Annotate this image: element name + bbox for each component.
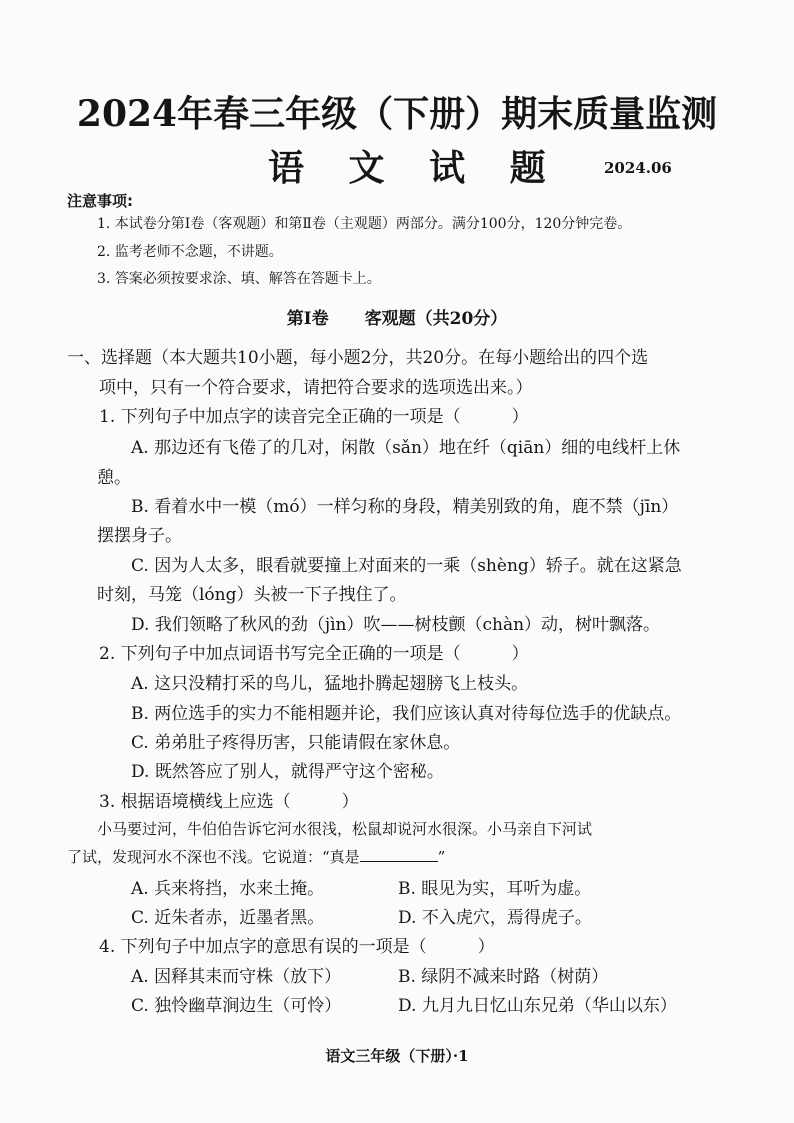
question-1-option-c-cont: 时刻，马笼（lóng）头被一下子拽住了。 xyxy=(97,585,407,605)
question-4-option-c: C. 独怜幽草涧边生（可怜） xyxy=(131,996,342,1016)
question-2-option-c: C. 弟弟肚子疼得历害，只能请假在家休息。 xyxy=(131,733,461,753)
part-instructions-line1: 一、选择题（本大题共10小题，每小题2分，共20分。在每小题给出的四个选 xyxy=(67,348,649,368)
exam-subtitle: 语 文 试 题 xyxy=(268,147,562,189)
section-label: 客观题（共20分） xyxy=(364,309,508,329)
question-1-option-a: A. 那边还有飞倦了的几对，闲散（sǎn）地在纤（qiān）细的电线杆上休 xyxy=(131,438,681,458)
question-3-option-c: C. 近朱者赤，近墨者黑。 xyxy=(131,908,325,928)
note-item: 1. 本试卷分第Ⅰ卷（客观题）和第Ⅱ卷（主观题）两部分。满分100分，120分钟完卷。 xyxy=(97,216,632,232)
question-3-context-close: ” xyxy=(437,848,446,866)
question-4-option-b: B. 绿阴不减来时路（树荫） xyxy=(398,967,609,987)
question-1-stem: 1. 下列句子中加点字的读音完全正确的一项是（ ） xyxy=(99,407,529,427)
question-4-option-d: D. 九月九日忆山东兄弟（华山以东） xyxy=(398,996,677,1016)
notes-heading: 注意事项: xyxy=(67,192,133,210)
question-4-option-a: A. 因释其耒而守株（放下） xyxy=(131,967,342,987)
question-1-option-b: B. 看着水中一模（mó）一样匀称的身段，精美别致的角，鹿不禁（jīn） xyxy=(131,497,679,517)
question-3-context-text: 了试，发现河水不深也不浅。它说道：“真是 xyxy=(67,848,360,866)
question-3-context-line2 xyxy=(67,846,445,867)
note-item: 2. 监考老师不念题，不讲题。 xyxy=(97,244,283,260)
section-volume: 第Ⅰ卷 xyxy=(286,309,329,329)
question-2-option-d: D. 既然答应了别人，就得严守这个密秘。 xyxy=(131,762,444,782)
question-1-option-a-cont: 憩。 xyxy=(97,468,131,488)
question-1-option-b-cont: 摆摆身子。 xyxy=(97,526,182,546)
question-1-option-d: D. 我们领略了秋风的劲（jìn）吹——树枝颤（chàn）动，树叶飘落。 xyxy=(131,615,661,635)
exam-date: 2024.06 xyxy=(604,159,672,177)
question-3-context-line1: 小马要过河，牛伯伯告诉它河水很浅，松鼠却说河水很深。小马亲自下河试 xyxy=(97,820,593,838)
question-3-option-d: D. 不入虎穴，焉得虎子。 xyxy=(398,908,592,928)
exam-title: 2024年春三年级（下册）期末质量监测 xyxy=(76,93,718,135)
question-3-stem: 3. 根据语境横线上应选（ ） xyxy=(99,792,359,812)
section-heading xyxy=(0,304,794,329)
question-2-option-a: A. 这只没精打采的鸟儿，猛地扑腾起翅膀飞上枝头。 xyxy=(131,674,529,694)
part-instructions-line2: 项中，只有一个符合要求，请把符合要求的选项选出来。） xyxy=(99,378,533,398)
answer-blank xyxy=(360,847,438,862)
question-3-option-b: B. 眼见为实，耳听为虚。 xyxy=(398,879,592,899)
question-2-option-b: B. 两位选手的实力不能相题并论，我们应该认真对待每位选手的优缺点。 xyxy=(131,704,682,724)
question-2-stem: 2. 下列句子中加点词语书写完全正确的一项是（ ） xyxy=(99,644,529,664)
question-1-option-c: C. 因为人太多，眼看就要撞上对面来的一乘（shèng）轿子。就在这紧急 xyxy=(131,556,682,576)
question-4-stem: 4. 下列句子中加点字的意思有误的一项是（ ） xyxy=(99,937,495,957)
note-item: 3. 答案必须按要求涂、填、解答在答题卡上。 xyxy=(97,271,381,287)
page-footer: 语文三年级（下册）·1 xyxy=(325,1047,469,1065)
question-3-option-a: A. 兵来将挡，水来土掩。 xyxy=(131,879,325,899)
